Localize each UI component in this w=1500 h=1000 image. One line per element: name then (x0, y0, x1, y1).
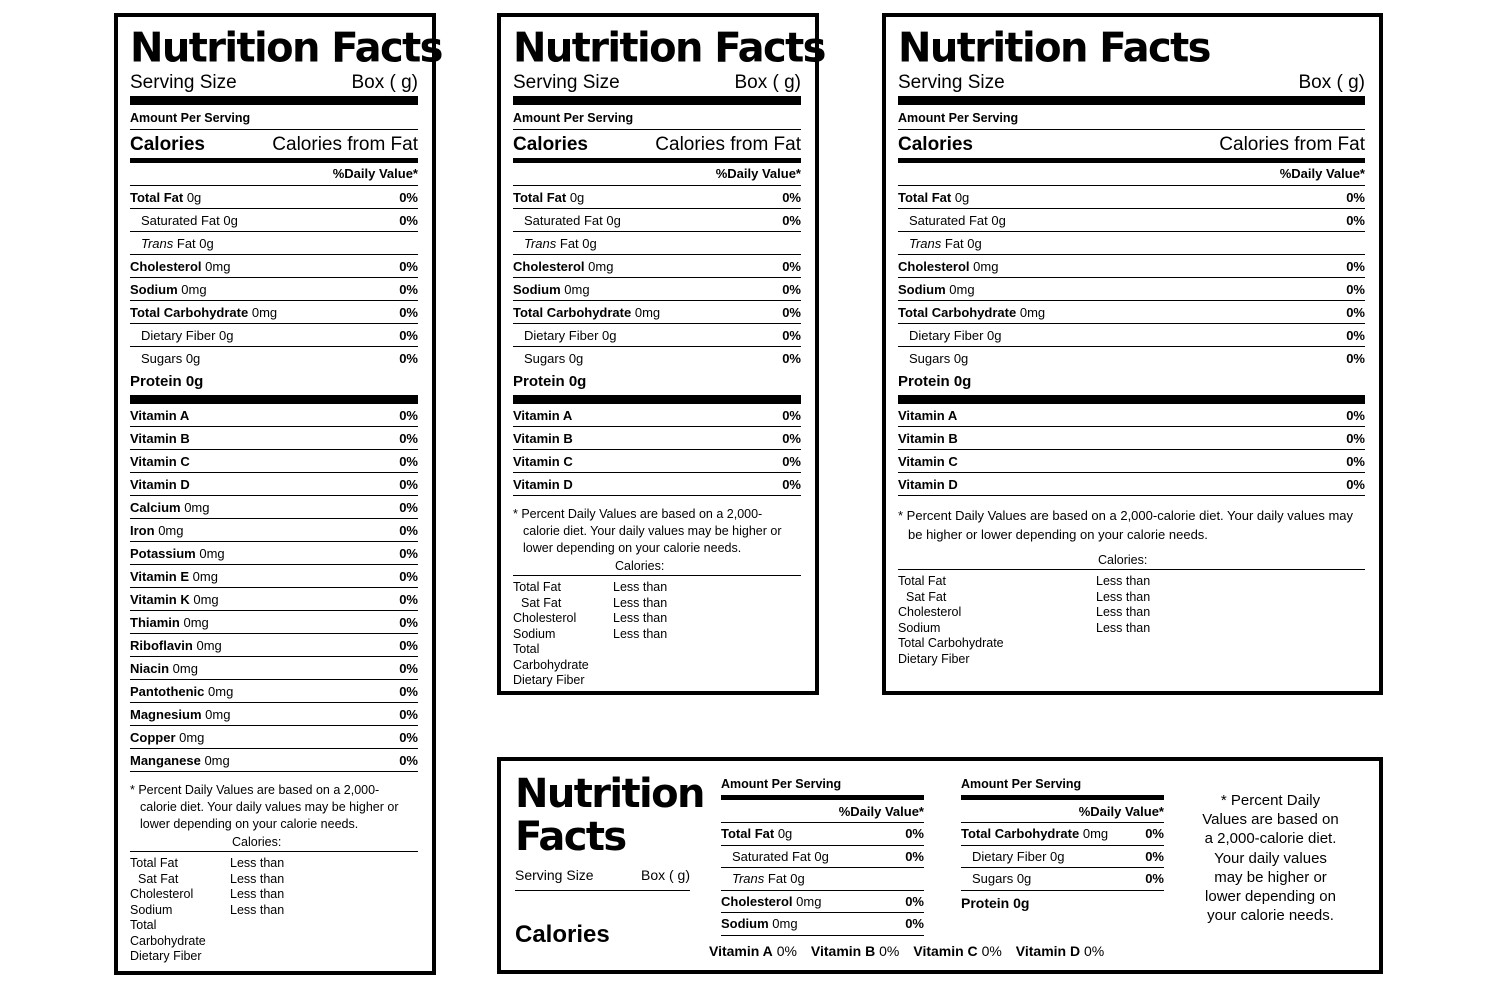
nutrient-rows (513, 186, 801, 369)
vitamin-row (130, 427, 418, 450)
nutrient-label: Sugars 0g (909, 350, 969, 366)
reference-nutrient: Cholesterol (513, 611, 577, 625)
vitamin-pct: 0% (1346, 476, 1365, 492)
nutrient-label: Sugars 0g (524, 350, 584, 366)
nutrient-row-saturated-fat (898, 209, 1365, 232)
vitamin-row (130, 404, 418, 427)
calories-row (130, 130, 418, 163)
nutrient-row-total-carb (898, 301, 1365, 324)
reference-nutrient: Sodium (898, 620, 941, 635)
vitamin-pct: 0% (399, 476, 418, 492)
protein-row: Protein 0g (961, 894, 1030, 911)
mineral-pct: 0% (399, 637, 418, 653)
nutrient-row-sugars (130, 347, 418, 369)
vitamin-pct: 0% (399, 407, 418, 423)
nutrient-label: Sodium 0mg (898, 281, 975, 297)
mineral-pct: 0% (399, 591, 418, 607)
footnote (898, 496, 1365, 544)
vitamin-label: Vitamin A (513, 407, 573, 423)
nutrient-label: Dietary Fiber 0g (141, 327, 234, 343)
mineral-label: Pantothenic 0mg (130, 683, 234, 699)
vitamin-rows (130, 404, 418, 496)
serving-size-value: Box ( g) (734, 72, 801, 93)
nutrient-row-cholesterol (898, 255, 1365, 278)
amount-per-serving: Amount Per Serving (961, 773, 1164, 800)
serving-size-value: Box ( g) (351, 72, 418, 93)
nutrient-label: Cholesterol 0mg (513, 258, 614, 274)
label-title: Nutrition Facts (898, 24, 1210, 72)
nutrient-row-trans-fat (130, 232, 418, 255)
reference-nutrient: Total Carbohydrate (130, 918, 206, 948)
reference-limit: Less than (230, 871, 285, 886)
nutrient-pct: 0% (1346, 258, 1365, 274)
nutrient-label: Total Fat 0g (130, 189, 202, 205)
nutrient-pct: 0% (782, 212, 801, 228)
reference-limit: Less than (613, 580, 668, 594)
mineral-rows (130, 496, 418, 772)
vitamin-pct: 0% (1346, 430, 1365, 446)
nutrient-pct: 0% (1346, 327, 1365, 343)
nutrient-row-total-carb (513, 301, 801, 324)
mineral-label: Calcium 0mg (130, 499, 210, 515)
nutrient-label: Sugars 0g (141, 350, 201, 366)
reference-nutrient: Total Fat (898, 574, 946, 588)
vitamin-pct: 0% (1346, 407, 1365, 423)
nutrition-label-full (114, 13, 442, 975)
vitamin-label: Vitamin B (513, 430, 573, 446)
serving-size (130, 71, 418, 105)
calories-column-header: Calories: (130, 834, 418, 852)
nutrient-pct: 0% (782, 258, 801, 274)
nutrient-row-sugars (898, 347, 1365, 369)
mineral-pct: 0% (399, 614, 418, 630)
nutrient-pct: 0% (399, 212, 418, 228)
reference-nutrient: Sat Fat (906, 589, 947, 604)
reference-nutrient: Total Carbohydrate (513, 642, 589, 672)
mineral-pct: 0% (399, 522, 418, 538)
nutrient-label: Dietary Fiber 0g (909, 327, 1002, 343)
reference-limit: Less than (1096, 605, 1151, 619)
reference-limit: Less than (613, 626, 668, 641)
nutrient-pct: 0% (399, 189, 418, 205)
reference-nutrient: Cholesterol (130, 887, 194, 901)
vitamin-label: Vitamin B (898, 430, 958, 446)
vitamin-inline: Vitamin D 0% (1015, 943, 1105, 959)
reference-nutrient: Total Fat (513, 580, 561, 594)
mineral-row (130, 519, 418, 542)
serving-size (898, 71, 1365, 105)
mineral-pct: 0% (399, 706, 418, 722)
vitamin-label: Vitamin C (130, 453, 190, 469)
nutrient-pct: 0% (782, 281, 801, 297)
nutrient-pct: 0% (782, 327, 801, 343)
vitamin-pct: 0% (399, 430, 418, 446)
nutrient-row-cholesterol: Cholesterol 0mg 0% (721, 891, 924, 914)
daily-value-header: %Daily Value* (513, 163, 801, 186)
reference-nutrient: Cholesterol (898, 605, 962, 619)
vitamin-pct: 0% (782, 453, 801, 469)
vitamin-row (898, 473, 1365, 496)
calories-from-fat: Calories from Fat (655, 134, 801, 155)
mineral-label: Vitamin E 0mg (130, 568, 218, 584)
mineral-row (130, 542, 418, 565)
reference-nutrient: Sat Fat (521, 595, 562, 610)
vitamin-row (130, 450, 418, 473)
nutrient-label: Cholesterol 0mg (898, 258, 999, 274)
calories-from-fat: Calories from Fat (272, 134, 418, 155)
vitamin-row (513, 473, 801, 496)
calories-from-fat: Calories from Fat (1219, 134, 1365, 155)
mineral-label: Niacin 0mg (130, 660, 198, 676)
protein-row: Protein 0g (513, 369, 801, 404)
vitamin-pct: 0% (782, 430, 801, 446)
mineral-row (130, 680, 418, 703)
reference-table (513, 576, 801, 689)
daily-value-header: %Daily Value* (130, 163, 418, 186)
footnote-text: * Percent Daily Values are based on a 2,000-calorie diet. Your daily values may be higher or lower depending on your calorie needs. (130, 783, 399, 831)
nutrient-label: Saturated Fat 0g (141, 212, 238, 228)
nutrient-row-total-fat: Total Fat 0g 0% (721, 823, 924, 846)
reference-nutrient: Total Carbohydrate (898, 636, 1004, 650)
nutrition-label-wide (882, 13, 1383, 695)
label-title-line-2: Facts (515, 814, 626, 860)
nutrient-pct: 0% (1346, 350, 1365, 366)
nutrient-row-sodium (513, 278, 801, 301)
label-title-line-1: Nutrition (515, 771, 704, 817)
mineral-row (130, 703, 418, 726)
reference-limit: Less than (230, 902, 285, 917)
mineral-row (130, 657, 418, 680)
daily-value-header: %Daily Value* (721, 800, 924, 823)
nutrient-row-dietary-fiber (130, 324, 418, 347)
vitamin-label: Vitamin D (130, 476, 190, 492)
vitamin-row (513, 404, 801, 427)
mineral-label: Riboflavin 0mg (130, 637, 222, 653)
vitamin-rows (513, 404, 801, 496)
nutrient-label: Trans Fat 0g (141, 235, 214, 251)
vitamin-row (130, 473, 418, 496)
nutrient-row-sugars (513, 347, 801, 369)
protein-row: Protein 0g (130, 369, 418, 404)
nutrient-row-trans-fat: Trans Fat 0g (721, 868, 924, 891)
nutrient-pct: 0% (399, 327, 418, 343)
nutrient-pct: 0% (1346, 189, 1365, 205)
nutrient-row-dietary-fiber: Dietary Fiber 0g 0% (961, 846, 1164, 869)
mineral-pct: 0% (399, 683, 418, 699)
nutrient-pct: 0% (1346, 304, 1365, 320)
calories-row (898, 130, 1365, 163)
footnote-text: * Percent Daily Values are based on a 2,000-calorie diet. Your daily values may be higher or lower depending on your calorie needs. (513, 507, 782, 555)
serving-size (515, 867, 690, 891)
vitamin-inline: Vitamin C 0% (913, 943, 1002, 959)
reference-nutrient: Sodium (130, 902, 173, 917)
mineral-row (130, 565, 418, 588)
vitamin-line (709, 943, 1118, 959)
serving-size-label: Serving Size (898, 72, 1005, 93)
nutrient-row-saturated-fat (513, 209, 801, 232)
reference-nutrient: Sodium (513, 626, 556, 641)
nutrient-pct: 0% (399, 258, 418, 274)
mineral-row (130, 726, 418, 749)
reference-nutrient: Total Fat (130, 856, 178, 870)
reference-limit: Less than (230, 887, 285, 901)
vitamin-row (898, 450, 1365, 473)
serving-size-value: Box ( g) (1298, 72, 1365, 93)
vitamin-label: Vitamin D (898, 476, 958, 492)
footnote-text: * Percent Daily Values are based on a 2,000-calorie diet. Your daily values may be higher or lower depending on your calorie needs. (898, 508, 1354, 542)
nutrient-row-sugars: Sugars 0g 0% (961, 868, 1164, 891)
reference-nutrient: Dietary Fiber (898, 651, 970, 666)
nutrient-row-cholesterol (513, 255, 801, 278)
mineral-pct: 0% (399, 568, 418, 584)
reference-nutrient: Dietary Fiber (130, 949, 202, 963)
reference-limits (1096, 574, 1150, 667)
mineral-pct: 0% (399, 752, 418, 768)
nutrient-pct: 0% (399, 350, 418, 366)
reference-limit: Less than (1096, 620, 1151, 635)
daily-value-header: %Daily Value* (961, 800, 1164, 823)
reference-limit: Less than (613, 595, 668, 610)
protein-row: Protein 0g (898, 369, 1365, 404)
serving-size (513, 71, 801, 105)
vitamin-pct: 0% (782, 476, 801, 492)
nutrient-row-cholesterol (130, 255, 418, 278)
reference-nutrients (898, 574, 1096, 667)
vitamin-pct: 0% (1346, 453, 1365, 469)
nutrient-pct: 0% (399, 304, 418, 320)
vitamin-label: Vitamin D (513, 476, 573, 492)
vitamin-row (513, 427, 801, 450)
nutrient-label: Sodium 0mg (130, 281, 207, 297)
calories-label: Calories (130, 134, 205, 155)
nutrient-row-trans-fat (513, 232, 801, 255)
mineral-row (130, 634, 418, 657)
calories-label: Calories (513, 134, 588, 155)
nutrient-rows (130, 186, 418, 369)
nutrient-pct: 0% (399, 281, 418, 297)
nutrient-row-dietary-fiber (898, 324, 1365, 347)
nutrient-label: Total Carbohydrate 0mg (513, 304, 661, 320)
mineral-row (130, 588, 418, 611)
amount-per-serving: Amount Per Serving (130, 105, 418, 130)
nutrient-label: Total Fat 0g (898, 189, 970, 205)
mineral-pct: 0% (399, 545, 418, 561)
label-title: Nutrition Facts (513, 24, 825, 72)
nutrient-rows (898, 186, 1365, 369)
serving-size-label: Serving Size (130, 72, 237, 93)
nutrient-label: Trans Fat 0g (909, 235, 982, 251)
vitamin-inline: Vitamin B 0% (810, 943, 900, 959)
nutrient-pct: 0% (782, 304, 801, 320)
reference-limits (230, 856, 284, 965)
amount-per-serving: Amount Per Serving (721, 773, 924, 800)
reference-nutrient: Dietary Fiber (513, 673, 585, 687)
calories-column-header: Calories: (513, 558, 801, 576)
nutrient-label: Total Fat 0g (513, 189, 585, 205)
nutrient-row-trans-fat (898, 232, 1365, 255)
reference-table (130, 852, 418, 965)
vitamin-pct: 0% (399, 453, 418, 469)
vitamin-label: Vitamin B (130, 430, 190, 446)
nutrient-row-total-fat (130, 186, 418, 209)
mineral-row (130, 496, 418, 519)
nutrient-label: Saturated Fat 0g (524, 212, 621, 228)
amount-per-serving: Amount Per Serving (513, 105, 801, 130)
nutrient-pct: 0% (1346, 212, 1365, 228)
mineral-row (130, 611, 418, 634)
nutrition-label-horizontal (497, 757, 1383, 974)
nutrient-row-sodium: Sodium 0mg 0% (721, 913, 924, 936)
footnote (513, 496, 801, 557)
mineral-label: Magnesium 0mg (130, 706, 231, 722)
mineral-label: Iron 0mg (130, 522, 184, 538)
daily-value-header: %Daily Value* (898, 163, 1365, 186)
reference-limit: Less than (230, 856, 285, 870)
serving-size-label: Serving Size (515, 867, 594, 883)
nutrient-label: Sodium 0mg (513, 281, 590, 297)
nutrient-row-saturated-fat: Saturated Fat 0g 0% (721, 846, 924, 869)
nutrient-label: Total Carbohydrate 0mg (130, 304, 278, 320)
reference-nutrient: Sat Fat (138, 871, 179, 886)
vitamin-label: Vitamin C (898, 453, 958, 469)
nutrient-label: Cholesterol 0mg (130, 258, 231, 274)
reference-limit: Less than (1096, 574, 1151, 588)
nutrient-row-total-carb (130, 301, 418, 324)
footnote: * Percent Daily Values are based on a 2,000-calorie diet. Your daily values may be higher or lower depending on your calorie needs. (1202, 792, 1339, 925)
mineral-pct: 0% (399, 499, 418, 515)
nutrition-label-short (497, 13, 825, 695)
nutrient-row-sodium (898, 278, 1365, 301)
mineral-label: Vitamin K 0mg (130, 591, 219, 607)
mineral-label: Thiamin 0mg (130, 614, 209, 630)
reference-limits (613, 580, 667, 689)
carb-column (961, 773, 1164, 915)
nutrient-row-saturated-fat (130, 209, 418, 232)
vitamin-row (898, 427, 1365, 450)
mineral-label: Potassium 0mg (130, 545, 225, 561)
vitamin-inline: Vitamin A 0% (709, 943, 797, 959)
label-title: Nutrition Facts (130, 24, 442, 72)
mineral-label: Copper 0mg (130, 729, 205, 745)
vitamin-pct: 0% (782, 407, 801, 423)
mineral-pct: 0% (399, 729, 418, 745)
nutrient-row-total-fat (513, 186, 801, 209)
calories-label: Calories (898, 134, 973, 155)
reference-table (898, 570, 1365, 667)
vitamin-label: Vitamin A (130, 407, 190, 423)
nutrient-row-dietary-fiber (513, 324, 801, 347)
vitamin-label: Vitamin C (513, 453, 573, 469)
calories-row (513, 130, 801, 163)
vitamin-label: Vitamin A (898, 407, 958, 423)
fat-column (721, 773, 924, 936)
calories-label: Calories (515, 921, 610, 948)
reference-nutrients (513, 580, 613, 689)
nutrient-row-total-carb: Total Carbohydrate 0mg 0% (961, 823, 1164, 846)
nutrient-pct: 0% (1346, 281, 1365, 297)
mineral-label: Manganese 0mg (130, 752, 230, 768)
nutrient-label: Saturated Fat 0g (909, 212, 1006, 228)
vitamin-rows (898, 404, 1365, 496)
reference-limit: Less than (1096, 589, 1151, 604)
vitamin-row (898, 404, 1365, 427)
mineral-row (130, 749, 418, 772)
nutrient-row-sodium (130, 278, 418, 301)
reference-limit: Less than (613, 611, 668, 625)
nutrient-label: Trans Fat 0g (524, 235, 597, 251)
label-title (515, 773, 704, 859)
nutrient-label: Total Carbohydrate 0mg (898, 304, 1046, 320)
nutrient-label: Dietary Fiber 0g (524, 327, 617, 343)
calories-column-header: Calories: (898, 552, 1365, 570)
reference-nutrients (130, 856, 230, 965)
vitamin-row (513, 450, 801, 473)
mineral-pct: 0% (399, 660, 418, 676)
nutrient-row-total-fat (898, 186, 1365, 209)
serving-size-value: Box ( g) (640, 867, 690, 883)
amount-per-serving: Amount Per Serving (898, 105, 1365, 130)
serving-size-label: Serving Size (513, 72, 620, 93)
nutrient-pct: 0% (782, 350, 801, 366)
nutrient-pct: 0% (782, 189, 801, 205)
footnote (130, 772, 418, 833)
